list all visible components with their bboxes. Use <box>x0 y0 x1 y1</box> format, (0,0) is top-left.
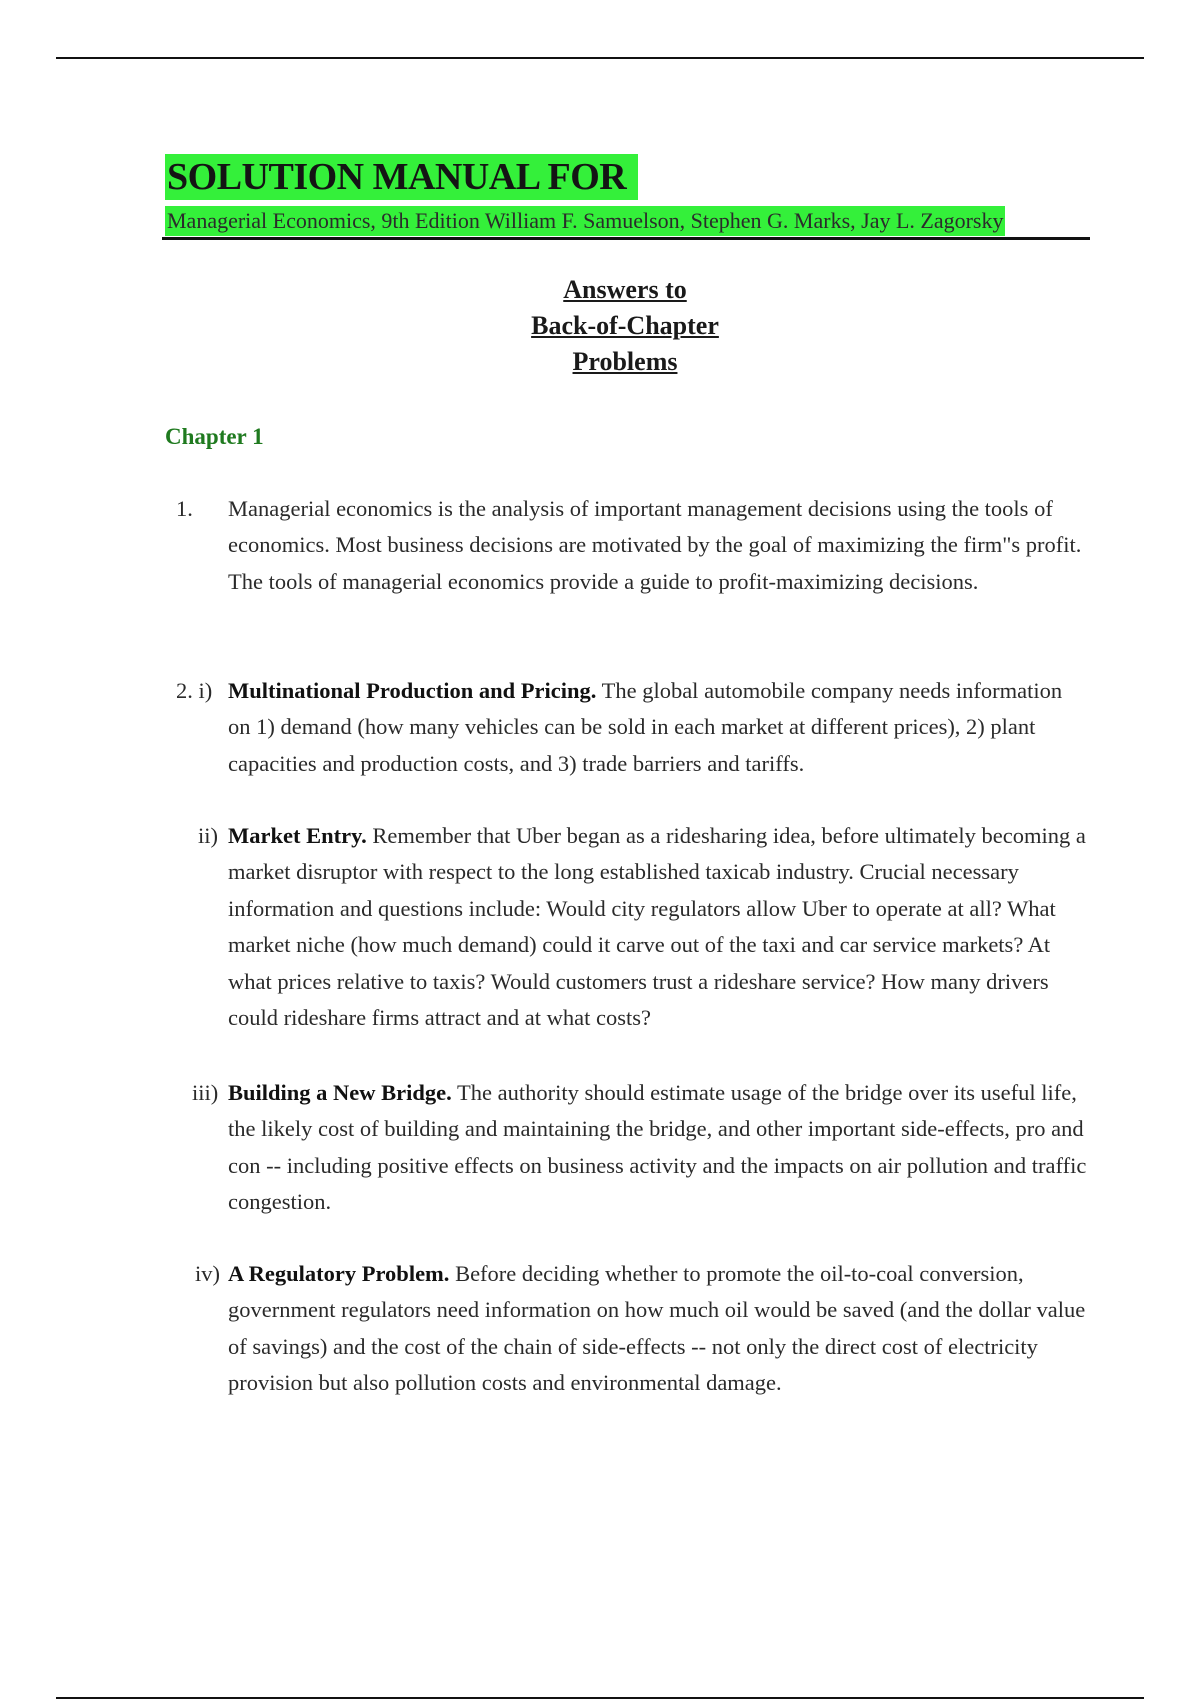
heading-line-1: Answers to <box>563 275 687 304</box>
answer-title: Building a New Bridge. <box>228 1080 452 1105</box>
title-main: SOLUTION MANUAL FOR <box>165 154 638 200</box>
answer-marker: 2. i) <box>176 678 213 703</box>
heading-line-3: Problems <box>572 347 678 376</box>
title-subtitle: Managerial Economics, 9th Edition William F. Samuelson, Stephen G. Marks, Jay L. Zagorsky <box>165 206 1005 236</box>
chapter-heading: Chapter 1 <box>165 424 264 449</box>
answer-text: Before deciding whether to promote the oil-to-coal conversion, government regulators need information on how much oil would be saved (and the dollar value of savings) and the cost of the chain of side-effects -- not only the direct cost of electricity provision but also pollution costs and environmental damage. <box>228 1261 1086 1396</box>
answer-item <box>195 1256 1088 1402</box>
answer-marker: iii) <box>192 1080 219 1105</box>
answer-text: Remember that Uber began as a ridesharing idea, before ultimately becoming a market disruptor with respect to the long established taxicab industry. Crucial necessary information and questions include: Would city regulators allow Uber to operate at all? What market niche (how much demand) could it carve out of the taxi and car service markets? At what prices relative to taxis? Would customers trust a rideshare service? How many drivers could rideshare firms attract and at what costs? <box>228 823 1086 1031</box>
answer-item <box>192 1075 1088 1221</box>
answer-text: The authority should estimate usage of the bridge over its useful life, the likely cost of building and maintaining the bridge, and other important side-effects, pro and con -- including positive effects on business activity and the impacts on air pollution and traffic congestion. <box>228 1080 1087 1215</box>
answer-text: Managerial economics is the analysis of important management decisions using the tools of economics. Most business decisions are motivated by the goal of maximizing the firm"s profit. The tools of managerial economics provide a guide to profit-maximizing decisions. <box>228 496 1082 594</box>
answer-title: Market Entry. <box>228 823 367 848</box>
answer-marker: iv) <box>195 1261 220 1286</box>
answer-marker: ii) <box>198 823 218 848</box>
answer-item <box>176 491 1088 600</box>
answer-title: A Regulatory Problem. <box>228 1261 450 1286</box>
answer-marker: 1. <box>176 496 193 521</box>
page-bottom-rule <box>56 1697 1144 1699</box>
answer-title: Multinational Production and Pricing. <box>228 678 597 703</box>
title-underline <box>162 237 1090 240</box>
answer-item <box>198 818 1088 1036</box>
answer-item <box>176 673 1088 782</box>
answer-text: The global automobile company needs information on 1) demand (how many vehicles can be sold in each market at different prices), 2) plant capacities and production costs, and 3) trade barriers and tariffs. <box>228 678 1063 776</box>
heading-line-2: Back-of-Chapter <box>531 311 719 340</box>
page-top-rule <box>56 57 1144 59</box>
